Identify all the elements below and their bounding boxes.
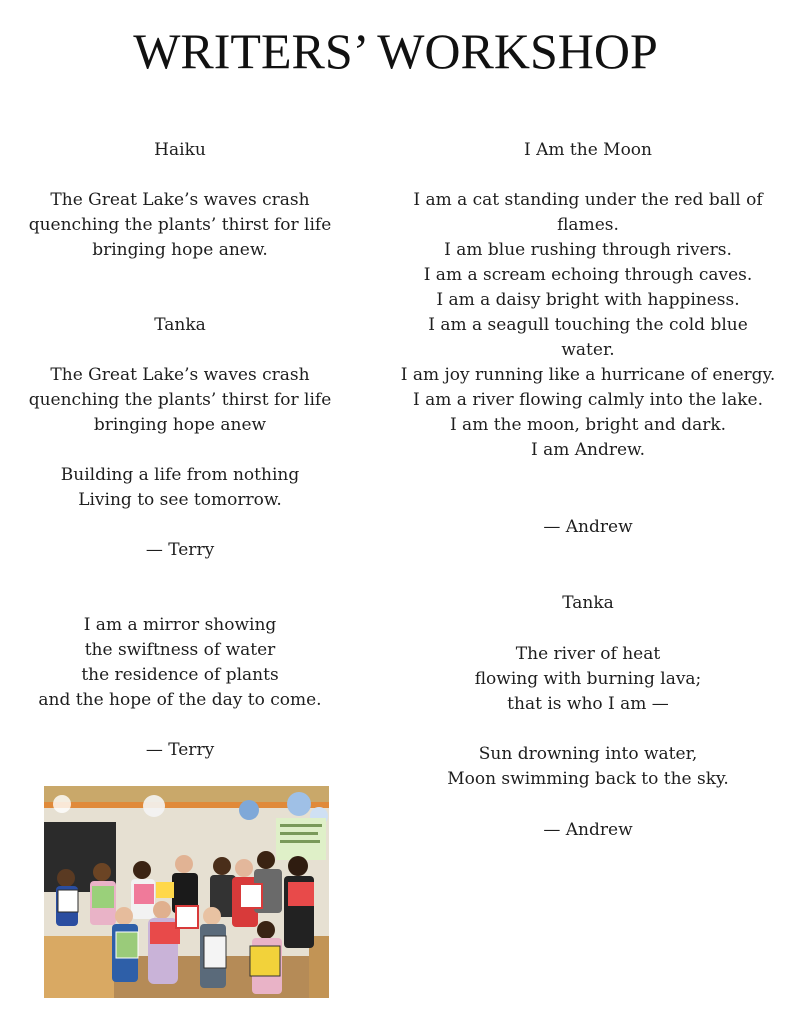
poem-line: I am a cat standing under the red ball of flames. [413, 190, 763, 235]
class-photo [44, 786, 329, 998]
tanka-poem-left-stanza2 [0, 463, 360, 513]
poem-line: the residence of plants [81, 665, 279, 685]
poem-line: I am a daisy bright with happiness. [436, 290, 740, 310]
poem-line: I am a scream echoing through caves. [423, 265, 753, 285]
tanka-poem-right-stanza1 [400, 642, 776, 717]
poem-line: The Great Lake’s waves crash [50, 365, 310, 385]
moon-poem-heading: I Am the Moon [524, 140, 652, 160]
poem-line: bringing hope anew [93, 415, 267, 435]
poem-line: I am a river flowing calmly into the lake. [413, 390, 763, 410]
poem-line: I am blue rushing through rivers. [444, 240, 732, 260]
page-title: WRITERS’ WORKSHOP [133, 23, 658, 79]
poem-line: I am Andrew. [530, 440, 645, 460]
class-photo-icon [44, 786, 329, 998]
poem-line: Living to see tomorrow. [78, 490, 282, 510]
poem-line: quenching the plants’ thirst for life [28, 390, 332, 410]
poem-line: I am a mirror showing [83, 615, 277, 635]
moon-poem [400, 188, 776, 463]
tanka-author-right: — Andrew [543, 820, 633, 840]
haiku-poem [0, 188, 360, 263]
poem-line: bringing hope anew. [92, 240, 268, 260]
moon-poem-author: — Andrew [543, 517, 633, 537]
poem-line: The river of heat [515, 644, 661, 664]
poem-line: I am a seagull touching the cold blue water. [428, 315, 748, 360]
tanka-poem-left-stanza1 [0, 363, 360, 438]
poem-line: and the hope of the day to come. [38, 690, 322, 710]
poem-line: I am joy running like a hurricane of energy. [400, 365, 776, 385]
poem-line: quenching the plants’ thirst for life [28, 215, 332, 235]
poem-line: I am the moon, bright and dark. [449, 415, 727, 435]
tanka-poem-right-stanza2 [400, 742, 776, 792]
poem-line: Moon swimming back to the sky. [447, 769, 729, 789]
mirror-poem-author: — Terry [145, 740, 215, 760]
poem-line: Sun drowning into water, [478, 744, 698, 764]
tanka-heading-left: Tanka [154, 315, 206, 335]
tanka-heading-right: Tanka [562, 593, 614, 613]
poem-line: flowing with burning lava; [474, 669, 702, 689]
haiku-heading: Haiku [154, 140, 206, 160]
poem-line: the swiftness of water [84, 640, 276, 660]
poem-line: that is who I am — [507, 694, 669, 714]
poem-line: The Great Lake’s waves crash [50, 190, 310, 210]
mirror-poem [0, 613, 360, 713]
tanka-author-left: — Terry [145, 540, 215, 560]
poem-line: Building a life from nothing [60, 465, 300, 485]
